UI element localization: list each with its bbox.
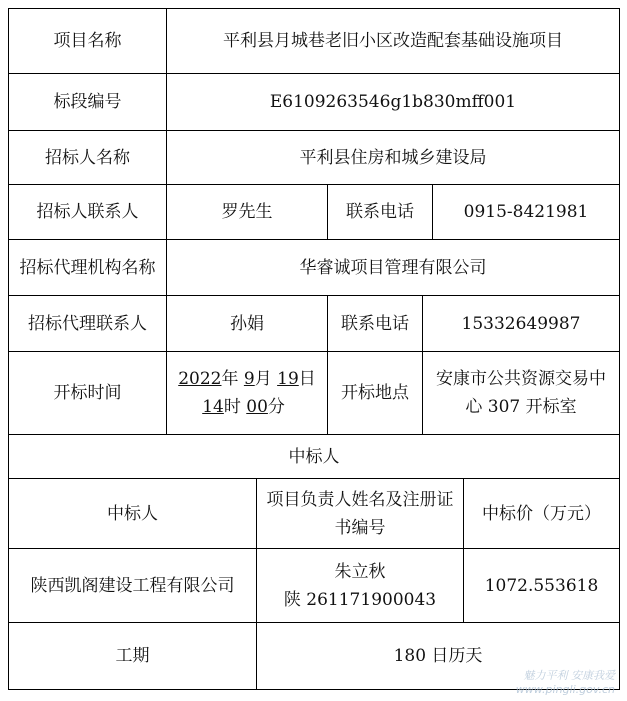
tenderer-contact-label: 招标人联系人 — [36, 202, 139, 222]
project-name-label: 项目名称 — [53, 31, 122, 51]
agency-phone-value: 15332649987 — [461, 313, 581, 334]
period-value: 180 日历天 — [393, 646, 483, 666]
tenderer-value: 平利县住房和城乡建设局 — [299, 147, 487, 168]
winner-section-title: 中标人 — [288, 446, 340, 467]
winning-price: 1072.553618 — [484, 575, 599, 596]
open-time-label: 开标时间 — [53, 383, 122, 403]
open-time-value: 2022年 9月 19日 14时 00分 — [178, 369, 316, 417]
tenderer-label: 招标人名称 — [45, 147, 130, 168]
open-place-value: 安康市公共资源交易中心 307 开标室 — [436, 369, 606, 417]
winner-name: 陕西凯阁建设工程有限公司 — [30, 575, 235, 596]
price-column-header: 中标价（万元） — [482, 503, 601, 524]
project-name-value: 平利县月城巷老旧小区改造配套基础设施项目 — [223, 31, 563, 51]
winner-column-header: 中标人 — [107, 503, 158, 524]
agency-label: 招标代理机构名称 — [19, 257, 156, 278]
manager-column-header: 项目负责人姓名及注册证书编号 — [266, 489, 454, 538]
agency-phone-label: 联系电话 — [341, 313, 409, 334]
section-no-value: E6109263546g1b830mff001 — [269, 92, 517, 112]
agency-value: 华睿诚项目管理有限公司 — [299, 257, 487, 278]
agency-contact-value: 孙娟 — [230, 313, 264, 334]
tenderer-phone-value: 0915-8421981 — [463, 202, 589, 222]
manager-cert: 陕 261171900043 — [283, 589, 437, 610]
open-place-label: 开标地点 — [341, 383, 409, 403]
tenderer-phone-label: 联系电话 — [346, 202, 414, 222]
watermark: 魅力平利 安康我爱 www.pingli.gov.cn — [515, 669, 615, 696]
tenderer-contact-value: 罗先生 — [221, 202, 273, 222]
period-label: 工期 — [115, 646, 150, 666]
agency-contact-label: 招标代理联系人 — [28, 313, 147, 334]
manager-info — [257, 549, 463, 622]
manager-name: 朱立秋 — [334, 561, 386, 582]
section-no-label: 标段编号 — [53, 92, 122, 112]
